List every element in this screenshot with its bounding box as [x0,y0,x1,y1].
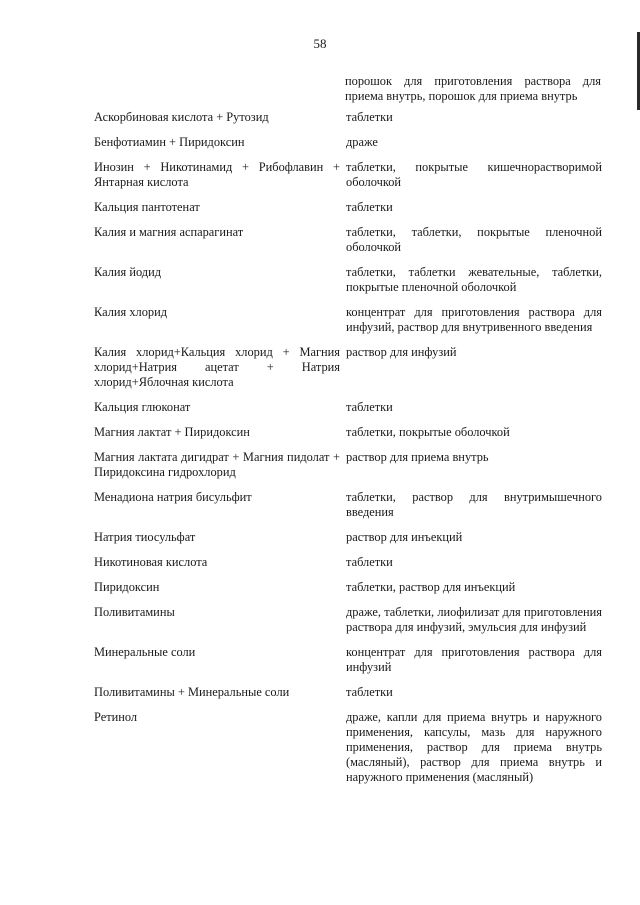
dosage-form: таблетки, покрытые кишечнорастворимой оболочкой [346,160,602,189]
dosage-form: таблетки, раствор для инъекций [346,580,516,594]
table-row [94,605,602,635]
continuation-dosage-form: порошок для приготовления раствора для приема внутрь, порошок для приема внутрь [345,74,601,103]
medication-table [94,110,602,795]
drug-name: Калия хлорид+Кальция хлорид + Магния хлорид+Натрия ацетат + Натрия хлорид+Яблочная кислота [94,345,340,389]
dosage-form: таблетки [346,685,393,699]
dosage-form: таблетки, таблетки, покрытые пленочной оболочкой [346,225,602,254]
table-row [94,265,602,295]
drug-name: Аскорбиновая кислота + Рутозид [94,110,269,124]
dosage-form: таблетки, таблетки жевательные, таблетки, покрытые пленочной оболочкой [346,265,602,294]
dosage-form: раствор для инъекций [346,530,463,544]
drug-name: Натрия тиосульфат [94,530,196,544]
dosage-form: концентрат для приготовления раствора для инфузий [346,645,602,674]
drug-name: Кальция пантотенат [94,200,200,214]
dosage-form: таблетки, покрытые оболочкой [346,425,510,439]
drug-name: Инозин + Никотинамид + Рибофлавин + Янтарная кислота [94,160,340,189]
dosage-form: таблетки [346,200,393,214]
table-row [94,685,602,700]
table-row [94,580,602,595]
drug-name: Поливитамины + Минеральные соли [94,685,290,699]
table-row [94,710,602,785]
table-row [94,135,602,150]
table-row [94,400,602,415]
table-row [94,160,602,190]
dosage-form: таблетки [346,555,393,569]
drug-name: Поливитамины [94,605,175,619]
table-row [94,490,602,520]
table-row [94,530,602,545]
drug-name: Калия йодид [94,265,162,279]
table-row [94,345,602,390]
dosage-form: драже [346,135,378,149]
drug-name: Никотиновая кислота [94,555,208,569]
dosage-form: раствор для приема внутрь [346,450,489,464]
table-row [94,200,602,215]
dosage-form: таблетки [346,110,393,124]
table-row [94,225,602,255]
dosage-form: драже, таблетки, лиофилизат для приготовления раствора для инфузий, эмульсия для инфузий [346,605,602,634]
table-row [94,645,602,675]
drug-name: Ретинол [94,710,138,724]
table-row [94,110,602,125]
drug-name: Магния лактата дигидрат + Магния пидолат + Пиридоксина гидрохлорид [94,450,340,479]
drug-name: Пиридоксин [94,580,160,594]
table-row [94,450,602,480]
drug-name: Калия и магния аспарагинат [94,225,244,239]
drug-name: Менадиона натрия бисульфит [94,490,252,504]
dosage-form: таблетки [346,400,393,414]
dosage-form: раствор для инфузий [346,345,457,359]
dosage-form: драже, капли для приема внутрь и наружного применения, капсулы, мазь для наружного применения, раствор для приема внутрь (масляный), раствор для приема внутрь и наружного применения (масляный) [346,710,602,784]
drug-name: Магния лактат + Пиридоксин [94,425,250,439]
drug-name: Минеральные соли [94,645,196,659]
page-number: 58 [313,36,327,51]
dosage-form: концентрат для приготовления раствора для инфузий, раствор для внутривенного введения [346,305,602,334]
drug-name: Бенфотиамин + Пиридоксин [94,135,245,149]
dosage-form: таблетки, раствор для внутримышечного введения [346,490,602,519]
table-row [94,555,602,570]
table-row [94,305,602,335]
table-row [94,425,602,440]
drug-name: Калия хлорид [94,305,168,319]
drug-name: Кальция глюконат [94,400,191,414]
